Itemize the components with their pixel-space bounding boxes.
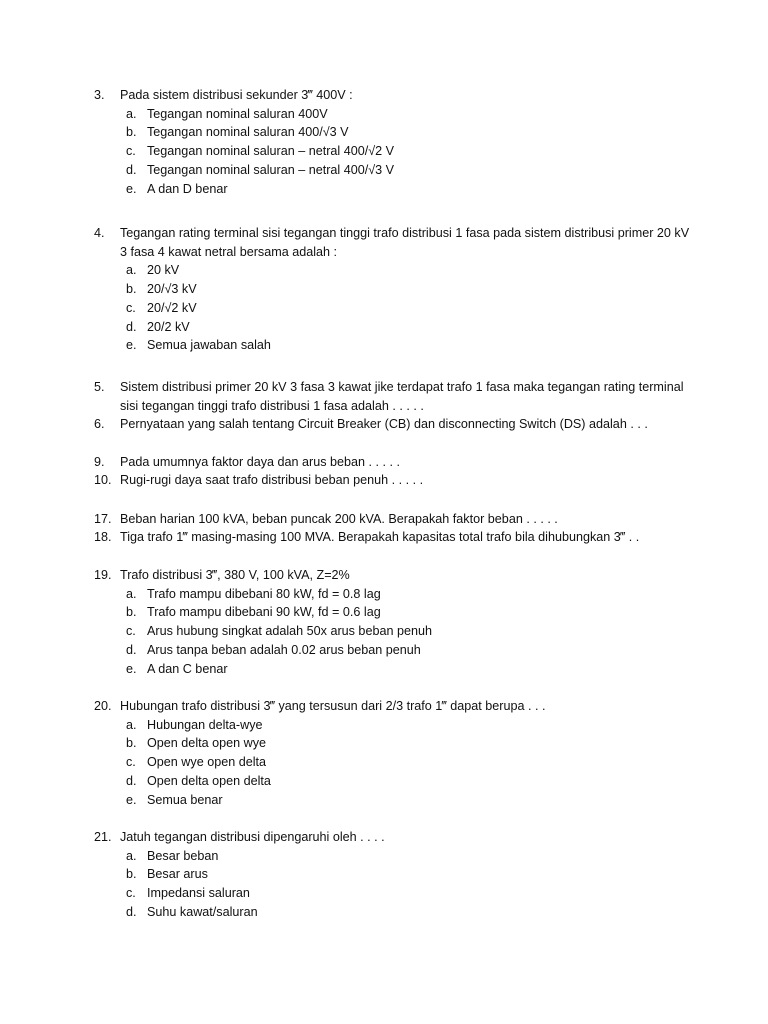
option-letter: c.: [126, 300, 136, 315]
question-text: Tegangan rating terminal sisi tegangan tinggi trafo distribusi 1 fasa pada sistem distribusi primer 20 kV 3 fasa 4 kawat netral bersama adalah :: [120, 226, 690, 259]
option-text: A dan D benar: [147, 181, 228, 196]
option-text: Arus tanpa beban adalah 0.02 arus beban penuh: [147, 642, 421, 657]
question-9: [94, 453, 694, 472]
question-stem: [94, 471, 694, 490]
option-letter: b.: [126, 125, 137, 140]
question-stem: [94, 510, 694, 529]
option-text: Semua jawaban salah: [147, 338, 271, 353]
option-text: Arus hubung singkat adalah 50x arus beban penuh: [147, 624, 432, 639]
question-19: [94, 566, 694, 679]
option-text: Tegangan nominal saluran 400/√3 V: [147, 125, 349, 140]
question-number: 3.: [94, 88, 105, 102]
option-letter: a.: [126, 586, 137, 601]
option: [126, 641, 694, 660]
option: [126, 280, 694, 299]
question-number: 4.: [94, 226, 105, 240]
question-text: Sistem distribusi primer 20 kV 3 fasa 3 kawat jike terdapat trafo 1 fasa maka tegangan rating terminal sisi tegangan tinggi trafo distribusi 1 fasa adalah . . . . .: [120, 380, 684, 413]
question-text: Rugi-rugi daya saat trafo distribusi beban penuh . . . . .: [120, 473, 424, 487]
question-21: [94, 828, 694, 922]
option-text: Trafo mampu dibebani 90 kW, fd = 0.6 lag: [147, 605, 381, 620]
question-stem: [94, 828, 694, 847]
option-letter: c.: [126, 144, 136, 159]
option-text: Besar arus: [147, 867, 208, 882]
question-text: Hubungan trafo distribusi 3‴ yang tersusun dari 2/3 trafo 1‴ dapat berupa . . .: [120, 699, 546, 713]
question-number: 17.: [94, 512, 112, 526]
option-letter: d.: [126, 642, 137, 657]
option-text: Impedansi saluran: [147, 886, 250, 901]
question-number: 6.: [94, 417, 105, 431]
option-text: 20/2 kV: [147, 319, 190, 334]
option-letter: d.: [126, 319, 137, 334]
option-letter: b.: [126, 605, 137, 620]
option: [126, 791, 694, 810]
option-letter: d.: [126, 773, 137, 788]
option-list: [94, 585, 694, 679]
option-text: Besar beban: [147, 848, 219, 863]
option-letter: b.: [126, 281, 137, 296]
option-list: [94, 716, 694, 810]
option-text: Semua benar: [147, 792, 223, 807]
option-letter: c.: [126, 624, 136, 639]
option: [126, 884, 694, 903]
option: [126, 123, 694, 142]
option: [126, 299, 694, 318]
option: [126, 261, 694, 280]
option: [126, 336, 694, 355]
option-text: Hubungan delta-wye: [147, 717, 263, 732]
option: [126, 161, 694, 180]
question-5: [94, 378, 694, 415]
question-6: [94, 415, 694, 434]
option-letter: d.: [126, 162, 137, 177]
question-number: 5.: [94, 380, 105, 394]
option: [126, 318, 694, 337]
option-text: 20 kV: [147, 263, 180, 278]
option-letter: e.: [126, 181, 137, 196]
question-number: 9.: [94, 455, 105, 469]
option: [126, 180, 694, 199]
option-list: [94, 261, 694, 355]
question-number: 10.: [94, 473, 112, 487]
option-letter: e.: [126, 338, 137, 353]
option: [126, 865, 694, 884]
question-number: 18.: [94, 530, 112, 544]
option-letter: b.: [126, 867, 137, 882]
option-text: A dan C benar: [147, 661, 228, 676]
question-10: [94, 471, 694, 490]
question-text: Tiga trafo 1‴ masing-masing 100 MVA. Berapakah kapasitas total trafo bila dihubungkan 3‴ . .: [120, 530, 640, 544]
question-stem: [94, 566, 694, 585]
option: [126, 603, 694, 622]
option-text: Open wye open delta: [147, 755, 267, 770]
question-stem: [94, 528, 694, 547]
option-letter: a.: [126, 106, 137, 121]
option-text: Tegangan nominal saluran – netral 400/√2 V: [147, 144, 395, 159]
question-18: [94, 528, 694, 547]
option: [126, 716, 694, 735]
question-17: [94, 510, 694, 529]
option-text: Trafo mampu dibebani 80 kW, fd = 0.8 lag: [147, 586, 381, 601]
question-stem: [94, 453, 694, 472]
question-text: Beban harian 100 kVA, beban puncak 200 kVA. Berapakah faktor beban . . . . .: [120, 512, 558, 526]
question-3: [94, 86, 694, 199]
option: [126, 734, 694, 753]
question-number: 21.: [94, 830, 112, 844]
option-letter: c.: [126, 755, 136, 770]
option: [126, 585, 694, 604]
option-letter: e.: [126, 661, 137, 676]
option: [126, 772, 694, 791]
question-stem: [94, 415, 694, 434]
question-text: Jatuh tegangan distribusi dipengaruhi oleh . . . .: [120, 830, 385, 844]
option: [126, 105, 694, 124]
option-letter: e.: [126, 792, 137, 807]
question-text: Trafo distribusi 3‴, 380 V, 100 kVA, Z=2%: [120, 568, 350, 582]
option: [126, 847, 694, 866]
option-text: 20/√2 kV: [147, 300, 197, 315]
option: [126, 142, 694, 161]
question-stem: [94, 378, 694, 415]
option-letter: a.: [126, 717, 137, 732]
option-letter: c.: [126, 886, 136, 901]
option-text: Open delta open delta: [147, 773, 271, 788]
question-stem: [94, 86, 694, 105]
option-letter: d.: [126, 904, 137, 919]
option-text: Open delta open wye: [147, 736, 267, 751]
option-text: Tegangan nominal saluran 400V: [147, 106, 328, 121]
option-text: Suhu kawat/saluran: [147, 904, 258, 919]
option-text: 20/√3 kV: [147, 281, 197, 296]
option: [126, 903, 694, 922]
option-list: [94, 847, 694, 922]
question-text: Pada sistem distribusi sekunder 3‴ 400V :: [120, 88, 353, 102]
question-stem: [94, 224, 694, 261]
question-number: 19.: [94, 568, 112, 582]
option-letter: a.: [126, 848, 137, 863]
option-letter: b.: [126, 736, 137, 751]
option-text: Tegangan nominal saluran – netral 400/√3 V: [147, 162, 395, 177]
option: [126, 660, 694, 679]
option: [126, 753, 694, 772]
question-number: 20.: [94, 699, 112, 713]
question-text: Pernyataan yang salah tentang Circuit Breaker (CB) dan disconnecting Switch (DS) adalah . . .: [120, 417, 648, 431]
question-4: [94, 224, 694, 355]
option-list: [94, 105, 694, 199]
option-letter: a.: [126, 263, 137, 278]
question-stem: [94, 697, 694, 716]
question-text: Pada umumnya faktor daya dan arus beban . . . . .: [120, 455, 401, 469]
option: [126, 622, 694, 641]
question-20: [94, 697, 694, 810]
